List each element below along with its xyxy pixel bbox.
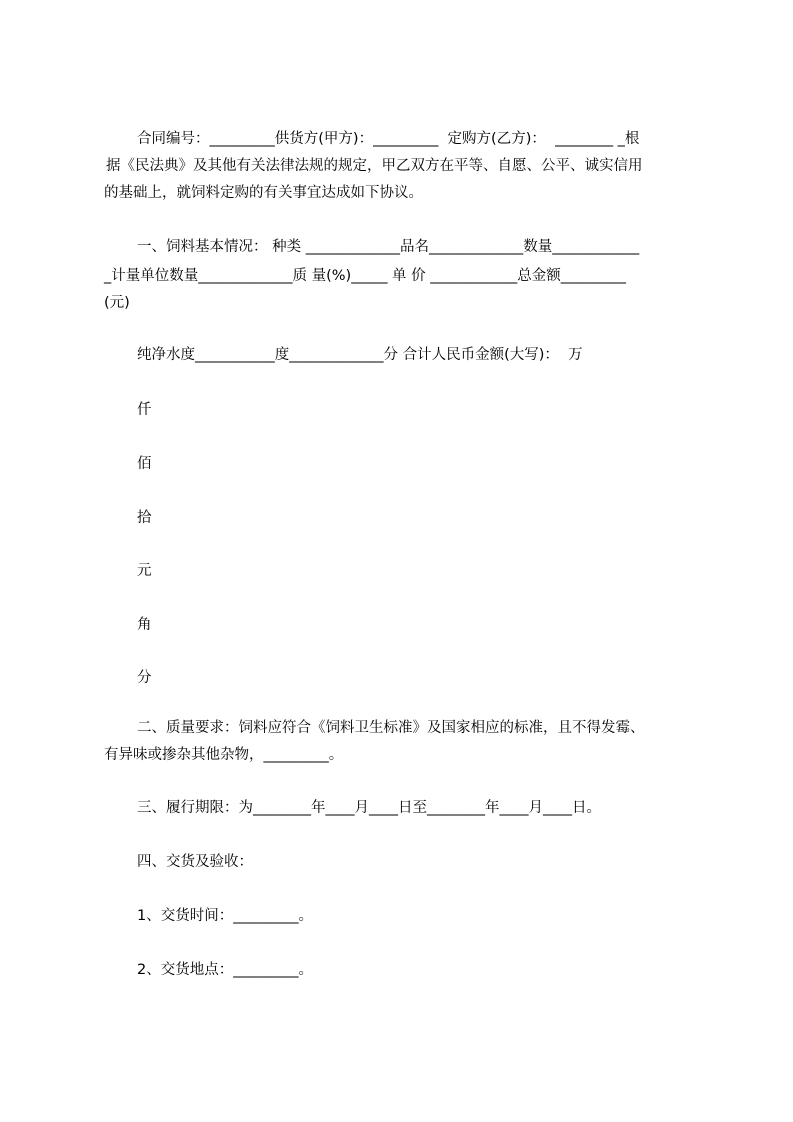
amount-unit-yuan: 元 bbox=[137, 563, 152, 579]
amount-unit-shi: 拾 bbox=[137, 510, 152, 526]
amount-unit-bai: 佰 bbox=[137, 456, 152, 472]
section1-line-3: (元) bbox=[104, 295, 130, 311]
section1-line-1: 一、饲料基本情况： 种类 _____________品名_____________数量____________ bbox=[137, 239, 640, 255]
section3-line: 三、履行期限：为________年____月____日至________年____月____日。 bbox=[137, 800, 601, 816]
delivery-place-line: 2、交货地点：_________。 bbox=[137, 962, 313, 978]
section2-line-2: 有异味或掺杂其他杂物，_________。 bbox=[104, 747, 344, 763]
section2-line-1: 二、质量要求：饲料应符合《饲料卫生标准》及国家相应的标准，且不得发霉、 bbox=[137, 720, 645, 736]
purity-line: 纯净水度___________度_____________分 合计人民币金额(大写)： 万 bbox=[137, 347, 583, 363]
section4-title: 四、交货及验收： bbox=[137, 854, 253, 870]
intro-line-3: 的基础上，就饲料定购的有关事宜达成如下协议。 bbox=[104, 185, 423, 201]
section1-line-2: _计量单位数量_____________质 量(%)_____ 单 价 ____________总金额_________ bbox=[104, 268, 627, 284]
intro-line-1: 合同编号：_________供货方(甲方)：_________ 定购方(乙方)： ________ _根 bbox=[137, 131, 640, 147]
amount-unit-qian: 仟 bbox=[137, 402, 152, 418]
delivery-time-line: 1、交货时间：_________。 bbox=[137, 908, 313, 924]
amount-unit-fen: 分 bbox=[137, 670, 152, 686]
intro-line-2: 据《民法典》及其他有关法律法规的规定，甲乙双方在平等、自愿、公平、诚实信用 bbox=[106, 158, 643, 174]
amount-unit-jiao: 角 bbox=[137, 617, 152, 633]
